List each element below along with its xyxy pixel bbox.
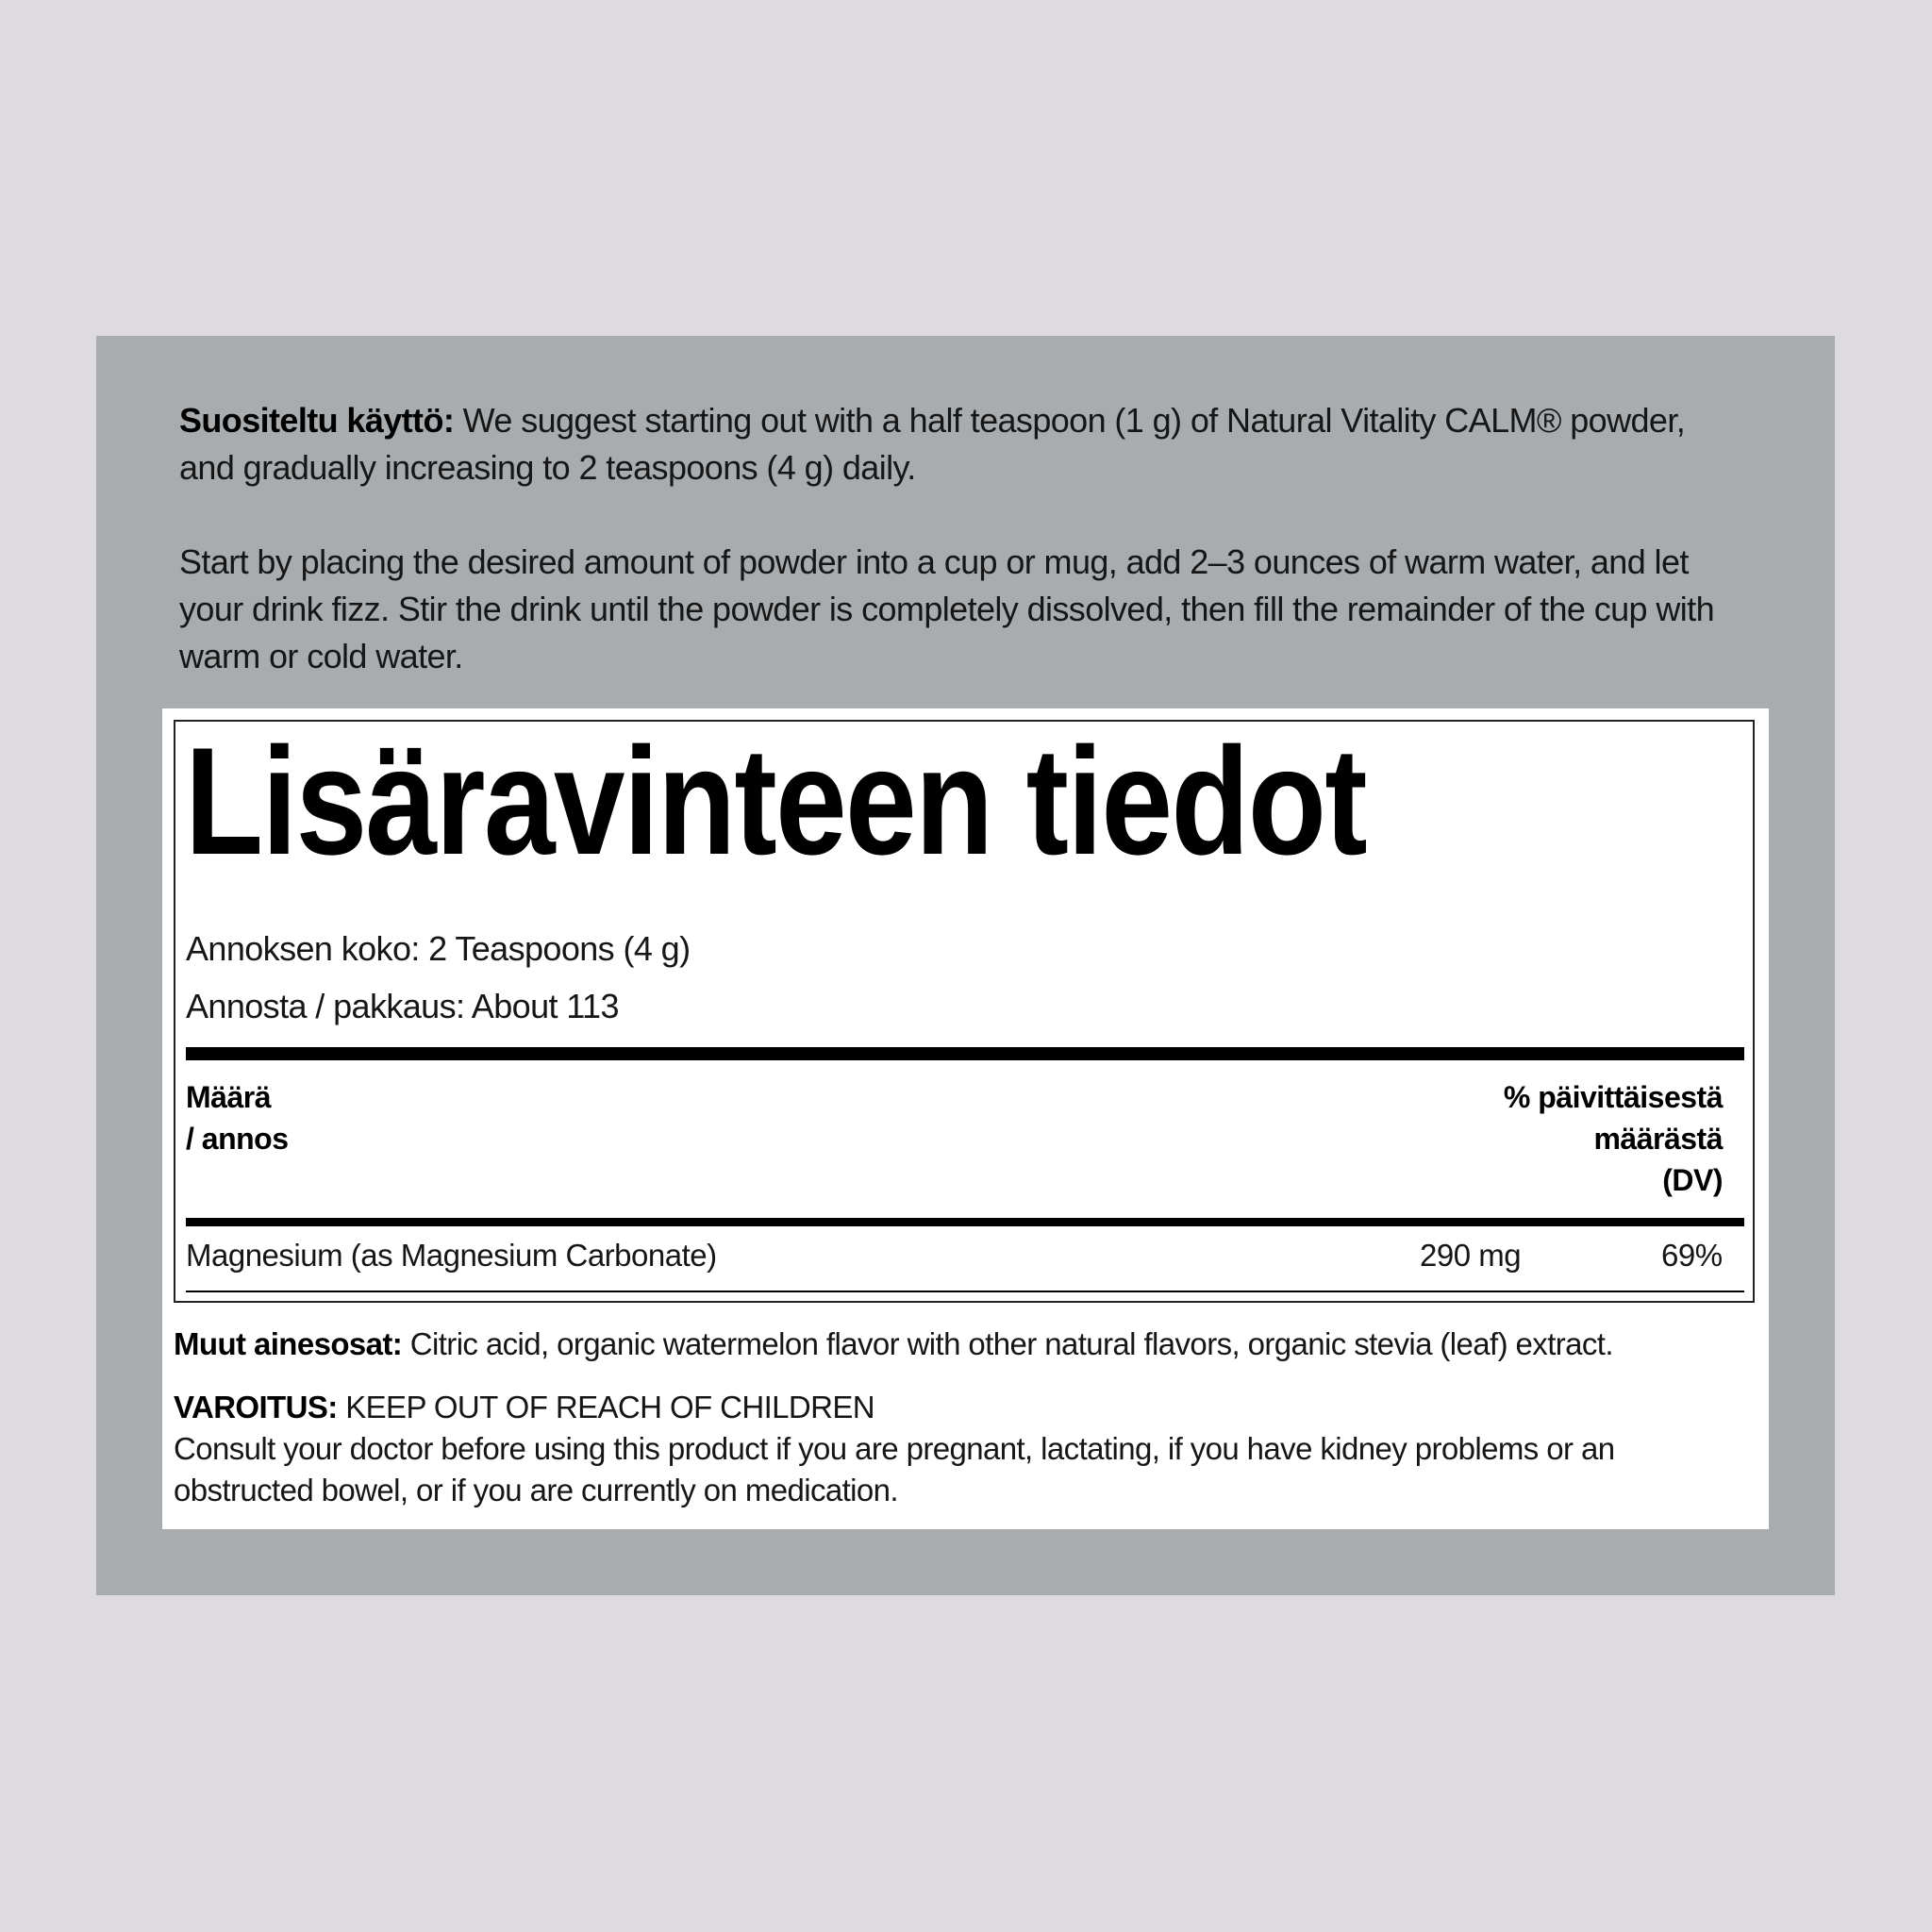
servings-per-container: Annosta / pakkaus: About 113 bbox=[186, 987, 619, 1025]
other-ingredients-label: Muut ainesosat: bbox=[174, 1326, 403, 1361]
dv-header-line-3: (DV) bbox=[1662, 1163, 1723, 1197]
thick-divider-middle bbox=[186, 1218, 1744, 1226]
nutrient-name: Magnesium (as Magnesium Carbonate) bbox=[186, 1238, 717, 1273]
suggested-use-text-1: We suggest starting out with a half teaspoon (1 g) of Natural Vitality CALM® powder, and gradually increasing to 2 teaspoons (4 g) daily. bbox=[179, 401, 1686, 487]
suggested-use-paragraph-2: Start by placing the desired amount of powder into a cup or mug, add 2–3 ounces of warm water, and let your drink fizz. Stir the drink until the powder is completely dissolved, then fill the remainder of the cup with warm or cold water. bbox=[179, 542, 1714, 675]
warning-headline-line bbox=[174, 1387, 1758, 1428]
other-ingredients bbox=[174, 1324, 1613, 1365]
amount-header-line-1: Määrä bbox=[186, 1080, 271, 1114]
warning-text: Consult your doctor before using this product if you are pregnant, lactating, if you have kidney problems or an obstructed bowel, or if you are currently on medication. bbox=[174, 1431, 1615, 1507]
suggested-use-label: Suositeltu käyttö: bbox=[179, 401, 455, 440]
amount-per-serving-header bbox=[186, 1076, 289, 1159]
serving-size: Annoksen koko: 2 Teaspoons (4 g) bbox=[186, 929, 691, 968]
warning-headline: KEEP OUT OF REACH OF CHILDREN bbox=[337, 1390, 875, 1424]
thick-divider-top bbox=[186, 1047, 1744, 1060]
thin-divider-bottom bbox=[186, 1291, 1744, 1292]
suggested-use-section bbox=[179, 397, 1726, 727]
warning-label: VAROITUS: bbox=[174, 1390, 338, 1424]
other-ingredients-text: Citric acid, organic watermelon flavor with other natural flavors, organic stevia (leaf) extract. bbox=[402, 1326, 1613, 1361]
warning-section bbox=[174, 1387, 1758, 1511]
dv-header-line-2: määrästä bbox=[1593, 1122, 1723, 1156]
daily-value-header bbox=[1504, 1076, 1723, 1201]
amount-header-line-2: / annos bbox=[186, 1122, 289, 1156]
supplement-facts-title: Lisäravinteen tiedot bbox=[185, 716, 1366, 887]
suggested-use-paragraph-1 bbox=[179, 397, 1726, 491]
nutrient-amount: 290 mg bbox=[1420, 1238, 1522, 1273]
dv-header-line-1: % päivittäisestä bbox=[1503, 1080, 1723, 1114]
nutrient-daily-value: 69% bbox=[1661, 1238, 1723, 1273]
